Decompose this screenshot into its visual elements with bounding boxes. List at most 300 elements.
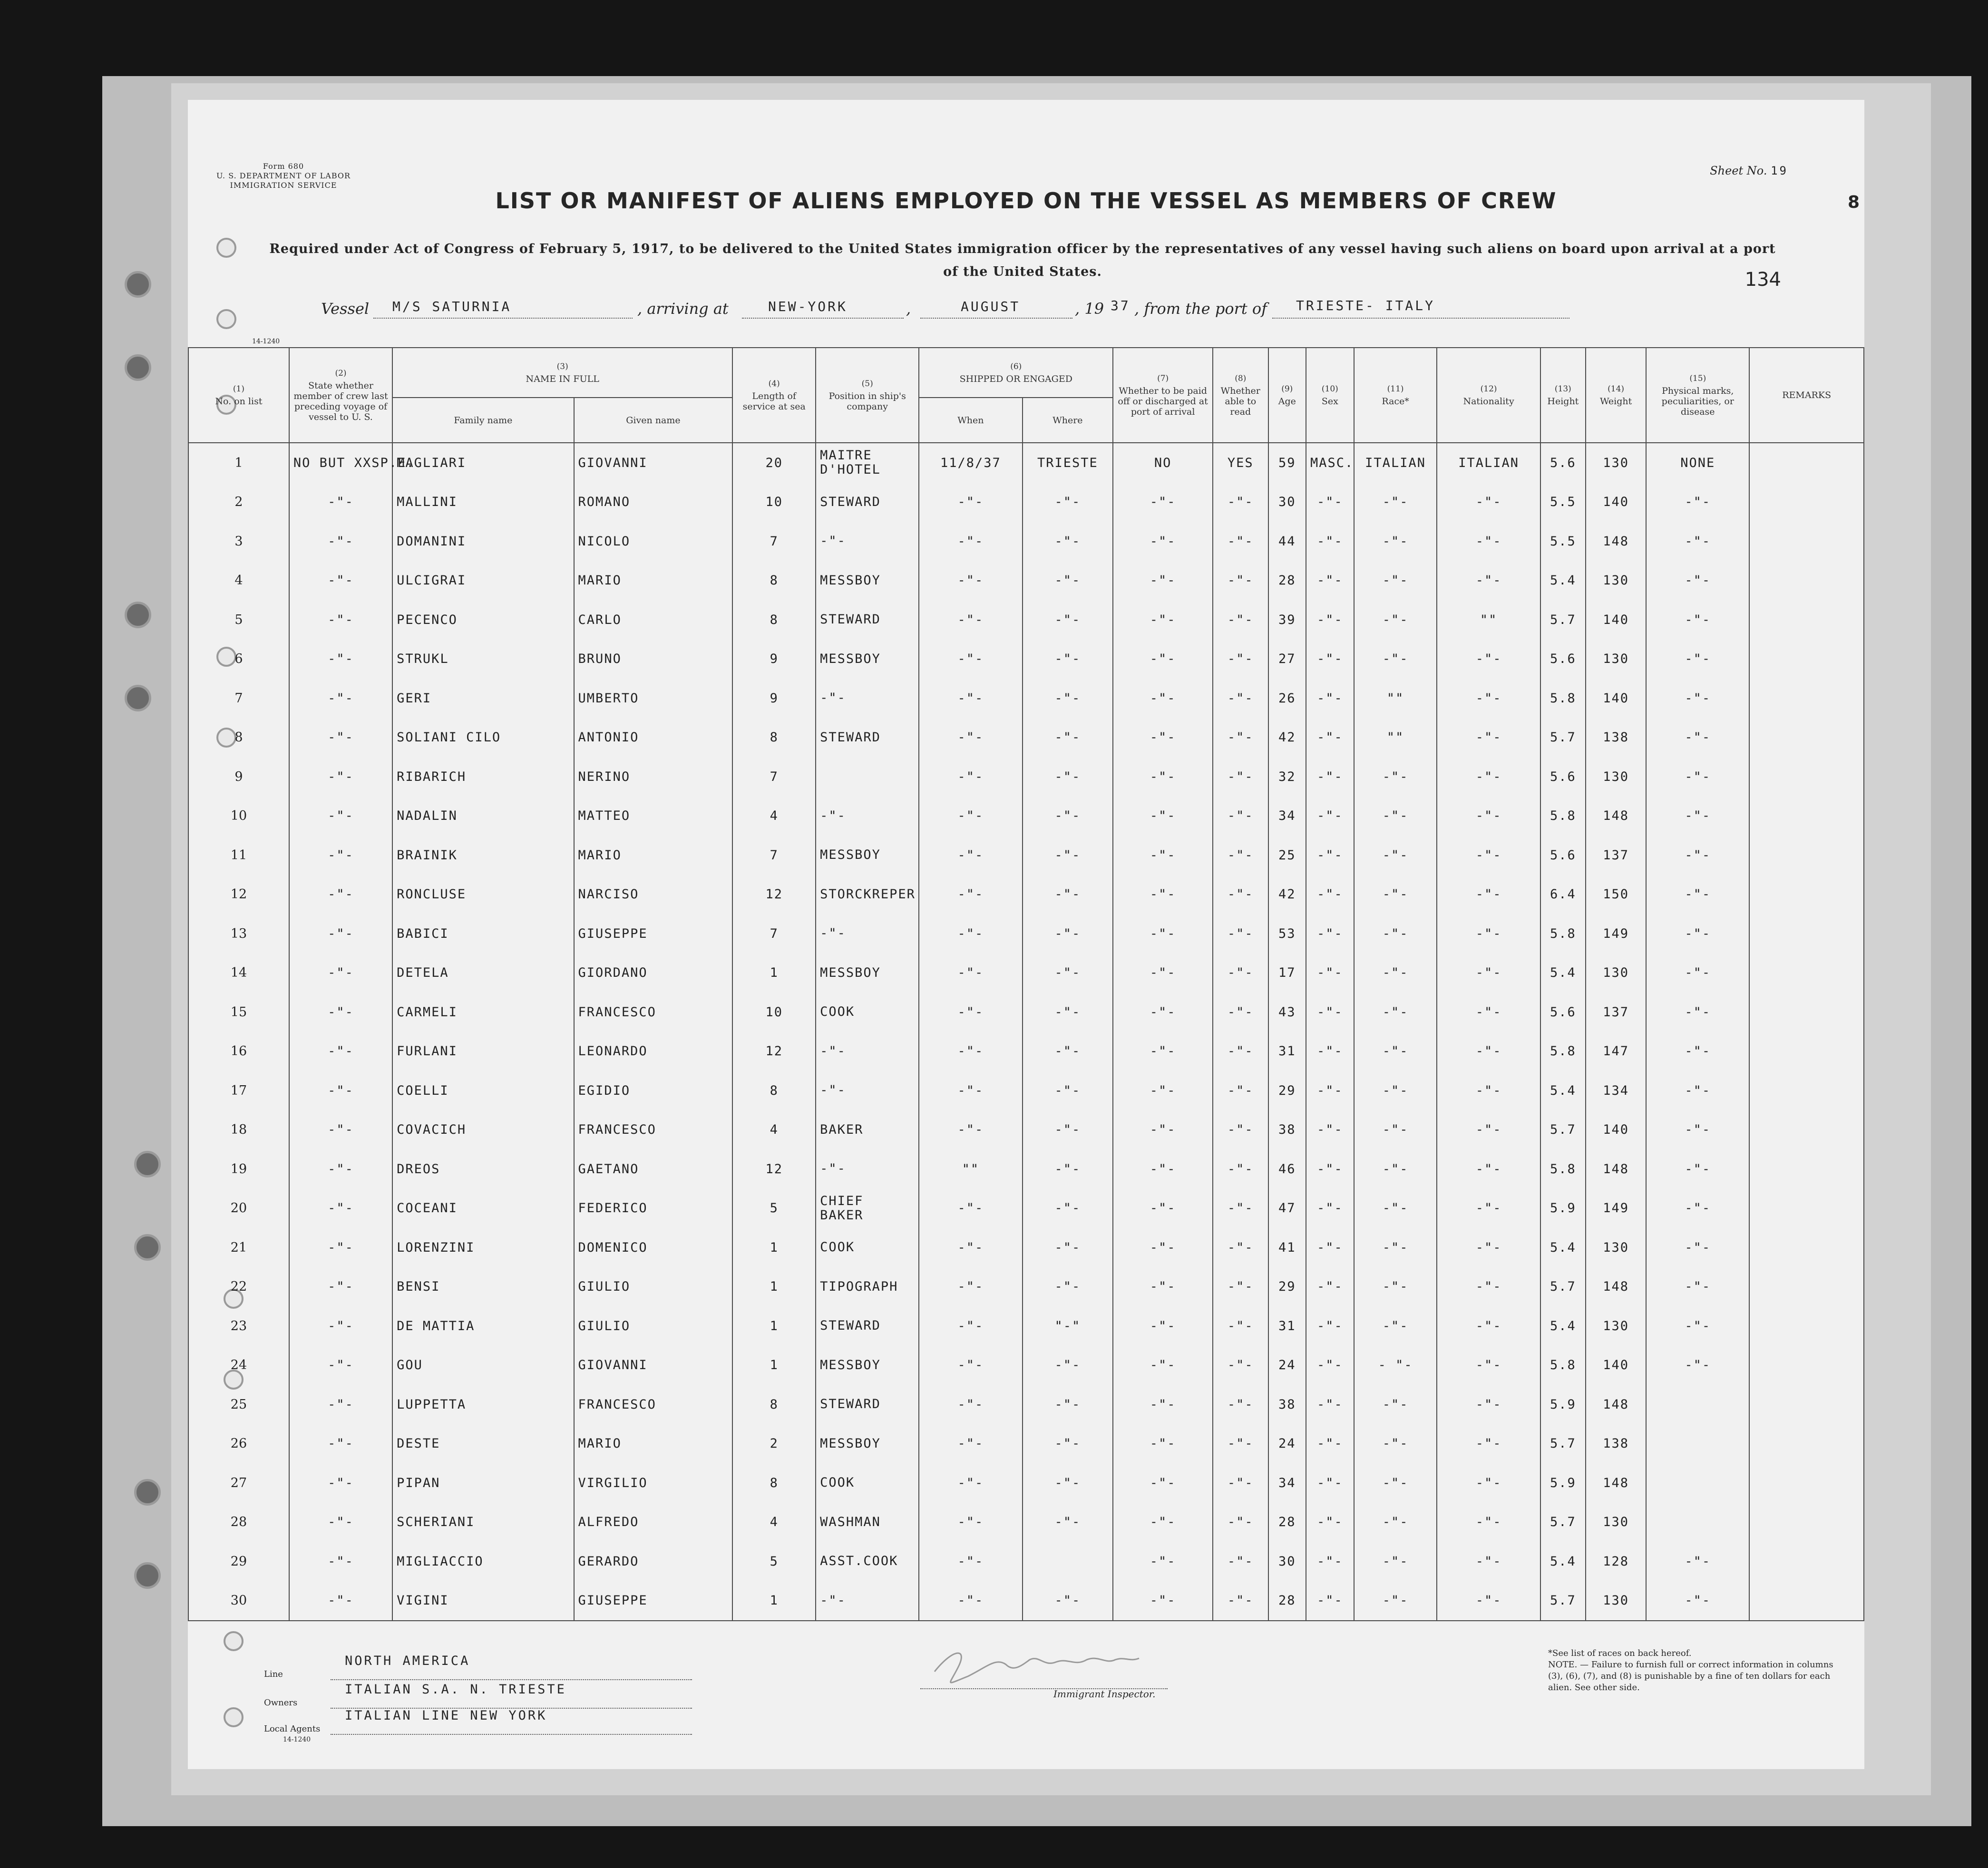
able-to-read-cell: -"- <box>1213 1346 1268 1385</box>
previous-voyage-cell: -"- <box>289 640 392 679</box>
table-row <box>188 1149 1864 1189</box>
shipped-when-cell: -"- <box>919 1267 1022 1307</box>
physical-marks-cell: -"- <box>1646 1346 1749 1385</box>
paid-off-cell: NO <box>1113 443 1213 483</box>
physical-marks-cell: -"- <box>1646 718 1749 758</box>
nationality-cell: -"- <box>1437 561 1540 601</box>
previous-voyage-cell: -"- <box>289 1503 392 1542</box>
height-cell: 5.9 <box>1540 1463 1586 1503</box>
crew-rows <box>188 443 1864 1621</box>
row-number: 29 <box>188 1542 289 1581</box>
punch-hole <box>216 238 236 258</box>
remarks-cell <box>1749 1267 1864 1307</box>
sex-cell: -"- <box>1306 836 1354 875</box>
sex-cell: -"- <box>1306 1071 1354 1110</box>
nationality-cell: -"- <box>1437 718 1540 758</box>
remarks-cell <box>1749 443 1864 483</box>
corner-mark: 8 <box>1847 193 1860 212</box>
agents-reference: 14-1240 <box>283 1736 311 1743</box>
race-cell: -"- <box>1354 992 1437 1032</box>
family-name-cell: PECENCO <box>392 600 574 640</box>
physical-marks-cell: -"- <box>1646 483 1749 522</box>
service-length-cell: 7 <box>732 914 816 953</box>
remarks-cell <box>1749 640 1864 679</box>
given-name-cell: GIULIO <box>574 1267 733 1307</box>
sex-cell: -"- <box>1306 797 1354 836</box>
nationality-cell: -"- <box>1437 1306 1540 1346</box>
shipped-where-cell <box>1023 1542 1113 1581</box>
service-length-cell: 10 <box>732 992 816 1032</box>
previous-voyage-cell: -"- <box>289 953 392 993</box>
remarks-cell <box>1749 1424 1864 1464</box>
age-cell: 38 <box>1268 1110 1306 1150</box>
table-row <box>188 1306 1864 1346</box>
remarks-cell <box>1749 797 1864 836</box>
remarks-cell <box>1749 561 1864 601</box>
service-length-cell: 1 <box>732 1306 816 1346</box>
age-cell: 44 <box>1268 522 1306 561</box>
height-cell: 5.9 <box>1540 1189 1586 1228</box>
shipped-when-cell: -"- <box>919 1032 1022 1071</box>
previous-voyage-cell: -"- <box>289 914 392 953</box>
nationality-cell: -"- <box>1437 1503 1540 1542</box>
family-name-cell: ULCIGRAI <box>392 561 574 601</box>
given-name-cell: MARIO <box>574 836 733 875</box>
physical-marks-cell: -"- <box>1646 640 1749 679</box>
height-cell: 5.7 <box>1540 1424 1586 1464</box>
race-cell: -"- <box>1354 1228 1437 1267</box>
position-cell: MESSBOY <box>816 1424 919 1464</box>
physical-marks-cell: -"- <box>1646 1032 1749 1071</box>
family-name-cell: MALLINI <box>392 483 574 522</box>
weight-cell: 148 <box>1586 1463 1646 1503</box>
race-cell: -"- <box>1354 1071 1437 1110</box>
nationality-cell: -"- <box>1437 953 1540 993</box>
able-to-read-cell: -"- <box>1213 1267 1268 1307</box>
sex-cell: -"- <box>1306 1542 1354 1581</box>
age-cell: 29 <box>1268 1267 1306 1307</box>
age-cell: 46 <box>1268 1149 1306 1189</box>
shipped-where-cell: -"- <box>1023 1346 1113 1385</box>
physical-marks-cell: -"- <box>1646 522 1749 561</box>
able-to-read-cell: -"- <box>1213 1542 1268 1581</box>
previous-voyage-cell: -"- <box>289 561 392 601</box>
family-name-cell: DE MATTIA <box>392 1306 574 1346</box>
position-cell: STORCKREPER <box>816 875 919 915</box>
given-name-cell: ALFREDO <box>574 1503 733 1542</box>
weight-cell: 137 <box>1586 992 1646 1032</box>
race-cell: -"- <box>1354 1463 1437 1503</box>
given-name-cell: NERINO <box>574 757 733 797</box>
nationality-cell: -"- <box>1437 1346 1540 1385</box>
nationality-cell: -"- <box>1437 1267 1540 1307</box>
shipped-where-cell: -"- <box>1023 483 1113 522</box>
service-length-cell: 7 <box>732 836 816 875</box>
position-cell <box>816 757 919 797</box>
weight-cell: 138 <box>1586 1424 1646 1464</box>
height-cell: 5.7 <box>1540 600 1586 640</box>
given-name-cell: UMBERTO <box>574 679 733 718</box>
position-cell: TIPOGRAPH <box>816 1267 919 1307</box>
race-cell: -"- <box>1354 836 1437 875</box>
service-length-cell: 4 <box>732 1110 816 1150</box>
table-row <box>188 953 1864 993</box>
row-number: 3 <box>188 522 289 561</box>
physical-marks-cell: -"- <box>1646 757 1749 797</box>
service-length-cell: 8 <box>732 1385 816 1424</box>
row-number: 10 <box>188 797 289 836</box>
paid-off-cell: -"- <box>1113 600 1213 640</box>
physical-marks-cell: -"- <box>1646 914 1749 953</box>
physical-marks-cell: -"- <box>1646 875 1749 915</box>
previous-voyage-cell: -"- <box>289 797 392 836</box>
table-row <box>188 1189 1864 1228</box>
physical-marks-cell: -"- <box>1646 561 1749 601</box>
nationality-cell: -"- <box>1437 757 1540 797</box>
paid-off-cell: -"- <box>1113 1189 1213 1228</box>
age-cell: 59 <box>1268 443 1306 483</box>
shipped-where-cell: -"- <box>1023 1463 1113 1503</box>
nationality-cell: -"- <box>1437 1071 1540 1110</box>
race-cell: -"- <box>1354 1424 1437 1464</box>
height-cell: 5.8 <box>1540 1149 1586 1189</box>
physical-marks-cell: -"- <box>1646 1071 1749 1110</box>
age-cell: 28 <box>1268 1581 1306 1621</box>
paid-off-cell: -"- <box>1113 1463 1213 1503</box>
service-length-cell: 8 <box>732 561 816 601</box>
race-cell: -"- <box>1354 1110 1437 1150</box>
shipped-when-cell: -"- <box>919 875 1022 915</box>
able-to-read-cell: -"- <box>1213 640 1268 679</box>
table-row <box>188 1032 1864 1071</box>
shipped-where-cell: -"- <box>1023 797 1113 836</box>
arrival-year: 37 <box>1111 298 1130 313</box>
weight-cell: 148 <box>1586 1385 1646 1424</box>
shipped-when-cell: 11/8/37 <box>919 443 1022 483</box>
race-cell: -"- <box>1354 1542 1437 1581</box>
physical-marks-cell: -"- <box>1646 600 1749 640</box>
weight-cell: 130 <box>1586 640 1646 679</box>
agents-label: Local Agents <box>264 1724 321 1734</box>
position-cell: -"- <box>816 1581 919 1621</box>
vessel-label: Vessel <box>321 300 370 318</box>
family-name-cell: PIPAN <box>392 1463 574 1503</box>
family-name-cell: COELLI <box>392 1071 574 1110</box>
sex-cell: -"- <box>1306 1346 1354 1385</box>
given-name-cell: GIOVANNI <box>574 443 733 483</box>
position-cell: ASST.COOK <box>816 1542 919 1581</box>
shipped-when-cell: -"- <box>919 1228 1022 1267</box>
given-name-cell: MARIO <box>574 561 733 601</box>
race-cell: -"- <box>1354 1032 1437 1071</box>
family-name-cell: COCEANI <box>392 1189 574 1228</box>
remarks-cell <box>1749 1032 1864 1071</box>
table-row <box>188 992 1864 1032</box>
weight-cell: 128 <box>1586 1542 1646 1581</box>
previous-voyage-cell: -"- <box>289 483 392 522</box>
paid-off-cell: -"- <box>1113 875 1213 915</box>
sheet-value: 19 <box>1771 164 1788 177</box>
nationality-cell: -"- <box>1437 1385 1540 1424</box>
previous-voyage-cell: -"- <box>289 1424 392 1464</box>
row-number: 1 <box>188 443 289 483</box>
remarks-cell <box>1749 1149 1864 1189</box>
previous-voyage-cell: -"- <box>289 1071 392 1110</box>
nationality-cell: ITALIAN <box>1437 443 1540 483</box>
race-cell: -"- <box>1354 875 1437 915</box>
position-cell: -"- <box>816 797 919 836</box>
table-row <box>188 1110 1864 1150</box>
given-name-cell: GIUSEPPE <box>574 914 733 953</box>
service-length-cell: 9 <box>732 679 816 718</box>
nationality-cell: -"- <box>1437 1424 1540 1464</box>
header-height: (13) Height <box>1540 348 1586 443</box>
height-cell: 5.5 <box>1540 522 1586 561</box>
given-name-cell: GIUSEPPE <box>574 1581 733 1621</box>
service-length-cell: 5 <box>732 1542 816 1581</box>
paid-off-cell: -"- <box>1113 1228 1213 1267</box>
remarks-cell <box>1749 718 1864 758</box>
row-number: 11 <box>188 836 289 875</box>
table-row <box>188 914 1864 953</box>
able-to-read-cell: -"- <box>1213 1032 1268 1071</box>
race-cell: -"- <box>1354 561 1437 601</box>
age-cell: 29 <box>1268 1071 1306 1110</box>
race-cell: -"- <box>1354 640 1437 679</box>
height-cell: 5.4 <box>1540 1071 1586 1110</box>
position-cell: COOK <box>816 992 919 1032</box>
shipped-when-cell: -"- <box>919 718 1022 758</box>
position-cell: COOK <box>816 1228 919 1267</box>
race-cell: - "- <box>1354 1346 1437 1385</box>
nationality-cell: -"- <box>1437 1228 1540 1267</box>
able-to-read-cell: -"- <box>1213 797 1268 836</box>
height-cell: 5.6 <box>1540 992 1586 1032</box>
height-cell: 5.4 <box>1540 561 1586 601</box>
service-length-cell: 1 <box>732 1228 816 1267</box>
given-name-cell: GAETANO <box>574 1149 733 1189</box>
nationality-cell: -"- <box>1437 1189 1540 1228</box>
physical-marks-cell: -"- <box>1646 1267 1749 1307</box>
height-cell: 5.8 <box>1540 1346 1586 1385</box>
nationality-cell: -"- <box>1437 797 1540 836</box>
given-name-cell: FEDERICO <box>574 1189 733 1228</box>
row-number: 24 <box>188 1346 289 1385</box>
age-cell: 32 <box>1268 757 1306 797</box>
weight-cell: 148 <box>1586 1267 1646 1307</box>
sex-cell: -"- <box>1306 1267 1354 1307</box>
line-label: Line <box>264 1669 283 1679</box>
row-number: 15 <box>188 992 289 1032</box>
race-cell: -"- <box>1354 1503 1437 1542</box>
form-reference: 14-1240 <box>252 338 280 345</box>
remarks-cell <box>1749 953 1864 993</box>
race-cell: ITALIAN <box>1354 443 1437 483</box>
position-cell: -"- <box>816 1071 919 1110</box>
sex-cell: MASC. <box>1306 443 1354 483</box>
table-row <box>188 1267 1864 1307</box>
nationality-cell: -"- <box>1437 836 1540 875</box>
given-name-cell: CARLO <box>574 600 733 640</box>
weight-cell: 147 <box>1586 1032 1646 1071</box>
remarks-cell <box>1749 1346 1864 1385</box>
remarks-cell <box>1749 992 1864 1032</box>
from-port-label: , from the port of <box>1134 300 1267 318</box>
table-row <box>188 1385 1864 1424</box>
remarks-cell <box>1749 483 1864 522</box>
race-cell: -"- <box>1354 1267 1437 1307</box>
nationality-cell: -"- <box>1437 679 1540 718</box>
nationality-cell: -"- <box>1437 1581 1540 1621</box>
header-able-to-read: (8) Whether able to read <box>1213 348 1268 443</box>
able-to-read-cell: YES <box>1213 443 1268 483</box>
age-cell: 39 <box>1268 600 1306 640</box>
service-length-cell: 1 <box>732 1267 816 1307</box>
able-to-read-cell: -"- <box>1213 1110 1268 1150</box>
family-name-cell: MAGLIARI <box>392 443 574 483</box>
remarks-cell <box>1749 1542 1864 1581</box>
family-name-cell: MIGLIACCIO <box>392 1542 574 1581</box>
weight-cell: 130 <box>1586 1581 1646 1621</box>
paid-off-cell: -"- <box>1113 1071 1213 1110</box>
height-cell: 5.4 <box>1540 1228 1586 1267</box>
physical-marks-cell: -"- <box>1646 836 1749 875</box>
table-row <box>188 836 1864 875</box>
able-to-read-cell: -"- <box>1213 561 1268 601</box>
shipped-when-cell: "" <box>919 1149 1022 1189</box>
previous-voyage-cell: -"- <box>289 757 392 797</box>
row-number: 8 <box>188 718 289 758</box>
shipped-where-cell: -"- <box>1023 1385 1113 1424</box>
service-length-cell: 1 <box>732 1346 816 1385</box>
departure-port: TRIESTE- ITALY <box>1296 298 1435 313</box>
family-name-cell: COVACICH <box>392 1110 574 1150</box>
shipped-where-cell: TRIESTE <box>1023 443 1113 483</box>
weight-cell: 130 <box>1586 1306 1646 1346</box>
shipped-where-cell: -"- <box>1023 1110 1113 1150</box>
physical-marks-cell <box>1646 1463 1749 1503</box>
sex-cell: -"- <box>1306 1503 1354 1542</box>
races-note: *See list of races on back hereof. <box>1548 1648 1692 1658</box>
age-cell: 42 <box>1268 875 1306 915</box>
shipped-where-cell: "-" <box>1023 1306 1113 1346</box>
able-to-read-cell: -"- <box>1213 1424 1268 1464</box>
service-length-cell: 10 <box>732 483 816 522</box>
table-row <box>188 797 1864 836</box>
given-name-cell: ANTONIO <box>574 718 733 758</box>
able-to-read-cell: -"- <box>1213 1149 1268 1189</box>
physical-marks-cell: -"- <box>1646 679 1749 718</box>
sex-cell: -"- <box>1306 1032 1354 1071</box>
position-cell: COOK <box>816 1463 919 1503</box>
table-row <box>188 1463 1864 1503</box>
previous-voyage-cell: -"- <box>289 522 392 561</box>
height-cell: 6.4 <box>1540 875 1586 915</box>
remarks-cell <box>1749 1071 1864 1110</box>
physical-marks-cell: -"- <box>1646 1542 1749 1581</box>
sex-cell: -"- <box>1306 1463 1354 1503</box>
remarks-cell <box>1749 600 1864 640</box>
height-cell: 5.8 <box>1540 679 1586 718</box>
race-cell: -"- <box>1354 914 1437 953</box>
physical-marks-cell: -"- <box>1646 1306 1749 1346</box>
previous-voyage-cell: -"- <box>289 1385 392 1424</box>
age-cell: 34 <box>1268 1463 1306 1503</box>
header-position: (5) Position in ship's company <box>816 348 919 443</box>
height-cell: 5.4 <box>1540 953 1586 993</box>
age-cell: 30 <box>1268 1542 1306 1581</box>
form-header-block <box>216 162 351 190</box>
race-cell: -"- <box>1354 1189 1437 1228</box>
family-name-cell: DOMANINI <box>392 522 574 561</box>
sex-cell: -"- <box>1306 483 1354 522</box>
shipped-when-cell: -"- <box>919 1463 1022 1503</box>
binder-hole <box>134 1479 161 1506</box>
remarks-cell <box>1749 679 1864 718</box>
shipped-when-cell: -"- <box>919 483 1022 522</box>
header-remarks: REMARKS <box>1749 348 1864 443</box>
shipped-where-cell: -"- <box>1023 679 1113 718</box>
weight-cell: 140 <box>1586 1110 1646 1150</box>
sex-cell: -"- <box>1306 875 1354 915</box>
service-length-cell: 12 <box>732 1149 816 1189</box>
service-length-cell: 8 <box>732 1071 816 1110</box>
shipped-when-cell: -"- <box>919 1424 1022 1464</box>
row-number: 18 <box>188 1110 289 1150</box>
paid-off-cell: -"- <box>1113 640 1213 679</box>
paid-off-cell: -"- <box>1113 679 1213 718</box>
able-to-read-cell: -"- <box>1213 914 1268 953</box>
family-name-cell: DESTE <box>392 1424 574 1464</box>
height-cell: 5.7 <box>1540 1267 1586 1307</box>
position-cell: STEWARD <box>816 718 919 758</box>
able-to-read-cell: -"- <box>1213 875 1268 915</box>
paid-off-cell: -"- <box>1113 797 1213 836</box>
paid-off-cell: -"- <box>1113 561 1213 601</box>
previous-voyage-cell: -"- <box>289 992 392 1032</box>
remarks-cell <box>1749 875 1864 915</box>
remarks-cell <box>1749 1306 1864 1346</box>
race-cell: -"- <box>1354 797 1437 836</box>
previous-voyage-cell: -"- <box>289 875 392 915</box>
position-cell: MESSBOY <box>816 1346 919 1385</box>
remarks-cell <box>1749 836 1864 875</box>
race-cell: -"- <box>1354 953 1437 993</box>
header-previous-voyage: (2) State whether member of crew last preceding voyage of vessel to U. S. <box>289 348 392 443</box>
header-name-in-full: (3) NAME IN FULL <box>392 348 732 398</box>
table-row <box>188 1503 1864 1542</box>
weight-cell: 130 <box>1586 561 1646 601</box>
race-cell: -"- <box>1354 1149 1437 1189</box>
shipped-when-cell: -"- <box>919 914 1022 953</box>
physical-marks-cell: -"- <box>1646 1110 1749 1150</box>
position-cell: MESSBOY <box>816 640 919 679</box>
able-to-read-cell: -"- <box>1213 522 1268 561</box>
previous-voyage-cell: -"- <box>289 1542 392 1581</box>
age-cell: 24 <box>1268 1346 1306 1385</box>
given-name-cell: FRANCESCO <box>574 1385 733 1424</box>
shipped-when-cell: -"- <box>919 1110 1022 1150</box>
height-cell: 5.8 <box>1540 1032 1586 1071</box>
paid-off-cell: -"- <box>1113 992 1213 1032</box>
family-name-cell: BABICI <box>392 914 574 953</box>
age-cell: 47 <box>1268 1189 1306 1228</box>
binder-hole <box>125 354 151 381</box>
position-cell: -"- <box>816 1149 919 1189</box>
row-number: 7 <box>188 679 289 718</box>
table-row <box>188 1424 1864 1464</box>
able-to-read-cell: -"- <box>1213 1071 1268 1110</box>
